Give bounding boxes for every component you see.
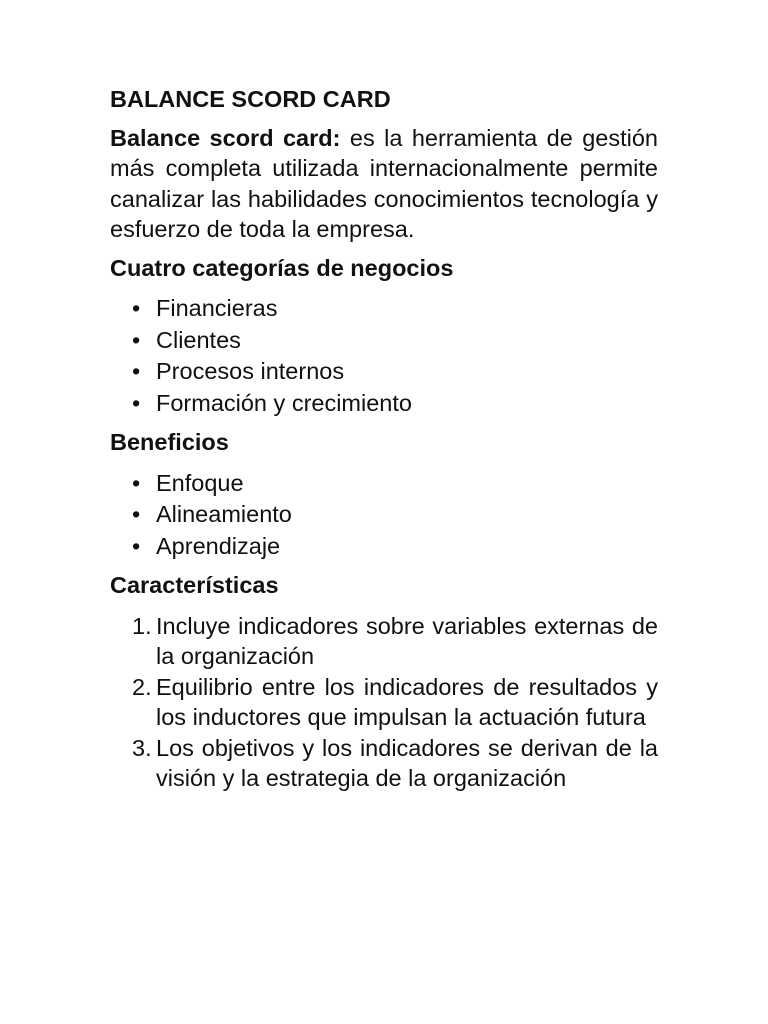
item-number: 2. bbox=[132, 673, 152, 700]
section-heading: Cuatro categorías de negocios bbox=[110, 254, 454, 281]
document-title: BALANCE SCORD CARD bbox=[110, 86, 391, 112]
list-item-text: Procesos internos bbox=[156, 358, 345, 384]
bullet-list bbox=[110, 468, 658, 563]
list-item bbox=[110, 388, 658, 420]
list-item-text: Clientes bbox=[156, 326, 241, 353]
numbered-item bbox=[110, 672, 658, 733]
bullet-icon: • bbox=[132, 501, 141, 527]
bullet-icon: • bbox=[132, 358, 141, 384]
section-benefits bbox=[110, 427, 658, 562]
list-item-text: Enfoque bbox=[156, 469, 244, 496]
bullet-icon: • bbox=[132, 326, 141, 353]
list-item-text: Financieras bbox=[156, 295, 278, 321]
section-characteristics bbox=[110, 570, 658, 794]
section-heading: Características bbox=[110, 572, 279, 598]
bullet-icon: • bbox=[132, 389, 141, 416]
section-heading: Beneficios bbox=[110, 429, 229, 455]
list-item bbox=[110, 325, 658, 357]
bullet-icon: • bbox=[132, 469, 141, 496]
numbered-item bbox=[110, 733, 658, 794]
list-item-text: Aprendizaje bbox=[156, 532, 281, 559]
numbered-item-text: Equilibrio entre los indicadores de resultados y los inductores que impulsan la actuación futura bbox=[156, 673, 658, 730]
numbered-list bbox=[110, 611, 658, 794]
bullet-icon: • bbox=[132, 532, 141, 559]
item-number: 3. bbox=[132, 734, 152, 761]
bullet-list bbox=[110, 293, 658, 419]
numbered-item-text: Los objetivos y los indicadores se derivan de la visión y la estrategia de la organización bbox=[156, 734, 658, 791]
bullet-icon: • bbox=[132, 295, 141, 321]
list-item bbox=[110, 356, 658, 388]
numbered-item bbox=[110, 611, 658, 672]
list-item bbox=[110, 531, 658, 563]
intro-term: Balance scord card: bbox=[110, 124, 341, 151]
list-item bbox=[110, 468, 658, 500]
item-number: 1. bbox=[132, 612, 152, 639]
list-item bbox=[110, 293, 658, 325]
list-item-text: Formación y crecimiento bbox=[156, 389, 412, 416]
numbered-item-text: Incluye indicadores sobre variables externas de la organización bbox=[156, 612, 658, 669]
list-item bbox=[110, 499, 658, 531]
intro-text: es la herramienta de gestión más completa utilizada internacionalmente permite canalizar las habilidades conocimientos tecnología y esfuerzo de toda la empresa. bbox=[110, 124, 658, 242]
section-business-categories bbox=[110, 253, 658, 420]
list-item-text: Alineamiento bbox=[156, 501, 292, 527]
intro-paragraph bbox=[110, 123, 658, 245]
